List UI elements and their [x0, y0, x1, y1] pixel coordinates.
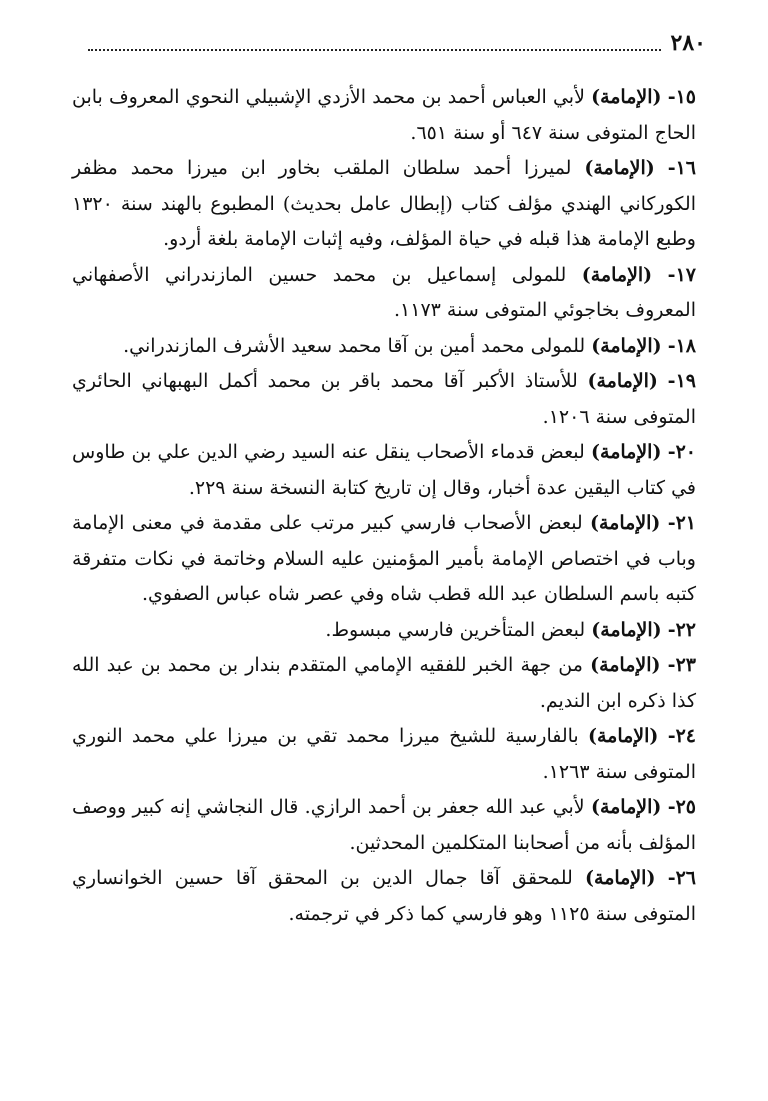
- entry-number: ١٧-: [667, 263, 696, 286]
- entry-text: للمحقق آقا جمال الدين بن المحقق آقا حسين الخوانساري المتوفى سنة ١١٢٥ وهو فارسي كما ذكر في ترجمته.: [72, 867, 696, 925]
- entry-title: (الإمامة): [591, 86, 662, 108]
- page-number: ٢٨٠: [670, 30, 706, 56]
- entry-number: ٢٢-: [667, 618, 696, 641]
- entry-number: ٢١-: [667, 512, 697, 534]
- entry-text: لبعض قدماء الأصحاب ينقل عنه السيد رضي الدين علي بن طاوس في كتاب اليقين عدة أخبار، وقال إن تاريخ كتابة النسخة سنة ٢٢٩.: [72, 441, 696, 499]
- entry-title: (الإمامة): [584, 157, 655, 179]
- entry-number: ١٥-: [667, 86, 696, 108]
- entry-text: للأستاذ الأكبر آقا محمد باقر بن محمد أكمل البهبهاني الحائري المتوفى سنة ١٢٠٦.: [72, 370, 696, 428]
- entry-15: [72, 80, 696, 151]
- entry-number: ٢٦-: [667, 867, 696, 889]
- entry-title: (الإمامة): [590, 512, 661, 534]
- entry-22: [72, 613, 696, 649]
- entry-25: [72, 790, 696, 861]
- entry-text: لأبي العباس أحمد بن محمد الأزدي الإشبيلي النحوي المعروف بابن الحاج المتوفى سنة ٦٤٧ أو سنة ٦٥١.: [72, 86, 696, 144]
- entry-26: [72, 861, 696, 932]
- entry-title: (الإمامة): [591, 618, 662, 641]
- entry-title: (الإمامة): [587, 725, 659, 747]
- entry-17: [72, 258, 696, 329]
- entry-number: ١٨-: [667, 334, 696, 357]
- entry-number: ٢٠-: [667, 441, 696, 463]
- entry-text: من جهة الخبر للفقيه الإمامي المتقدم بندار بن محمد بن عبد الله كذا ذكره ابن النديم.: [72, 654, 696, 712]
- entry-16: [72, 151, 696, 258]
- entry-number: ٢٤-: [667, 725, 696, 747]
- entry-21: [72, 506, 696, 613]
- entry-number: ١٦-: [667, 157, 696, 179]
- entry-title: (الإمامة): [590, 654, 661, 676]
- entry-19: [72, 364, 696, 435]
- entry-text: للمولى محمد أمين بن آقا محمد سعيد الأشرف المازندراني.: [123, 334, 586, 357]
- page-header: [88, 28, 706, 58]
- entry-title: (الإمامة): [591, 334, 662, 357]
- entry-text: لبعض المتأخرين فارسي مبسوط.: [325, 618, 586, 641]
- entry-number: ٢٣-: [667, 654, 696, 676]
- entry-23: [72, 648, 696, 719]
- entry-20: [72, 435, 696, 506]
- entry-text: لأبي عبد الله جعفر بن أحمد الرازي. قال النجاشي إنه كبير ووصف المؤلف بأنه من أصحابنا المتكلمين المحدثين.: [72, 796, 696, 854]
- entry-text: لبعض الأصحاب فارسي كبير مرتب على مقدمة في معنى الإمامة وباب في اختصاص الإمامة بأمير المؤمنين عليه السلام وخاتمة في نكات متفرقة كتبه باسم السلطان عبد الله قطب شاه وفي عصر شاه عباس الصفوي.: [72, 512, 696, 605]
- entries-list: [72, 80, 696, 932]
- entry-number: ١٩-: [667, 370, 696, 392]
- entry-title: (الإمامة): [581, 263, 653, 286]
- entry-title: (الإمامة): [590, 796, 662, 818]
- entry-24: [72, 719, 696, 790]
- entry-title: (الإمامة): [585, 867, 656, 889]
- header-dotted-rule: [88, 49, 661, 51]
- entry-text: للمولى إسماعيل بن محمد حسين المازندراني الأصفهاني المعروف بخاجوئي المتوفى سنة ١١٧٣.: [72, 263, 696, 321]
- entry-18: [72, 329, 696, 365]
- entry-number: ٢٥-: [667, 796, 696, 818]
- entry-text: بالفارسية للشيخ ميرزا محمد تقي بن ميرزا علي محمد النوري المتوفى سنة ١٢٦٣.: [72, 725, 696, 783]
- entry-text: لميرزا أحمد سلطان الملقب بخاور ابن ميرزا محمد مظفر الكوركاني الهندي مؤلف كتاب (إبطال عامل بحديث) المطبوع بالهند سنة ١٣٢٠ وطبع الإمامة هذا قبله في حياة المؤلف، وفيه إثبات الإمامة بلغة أردو.: [72, 157, 696, 250]
- entry-title: (الإمامة): [591, 441, 662, 463]
- entry-title: (الإمامة): [587, 370, 658, 392]
